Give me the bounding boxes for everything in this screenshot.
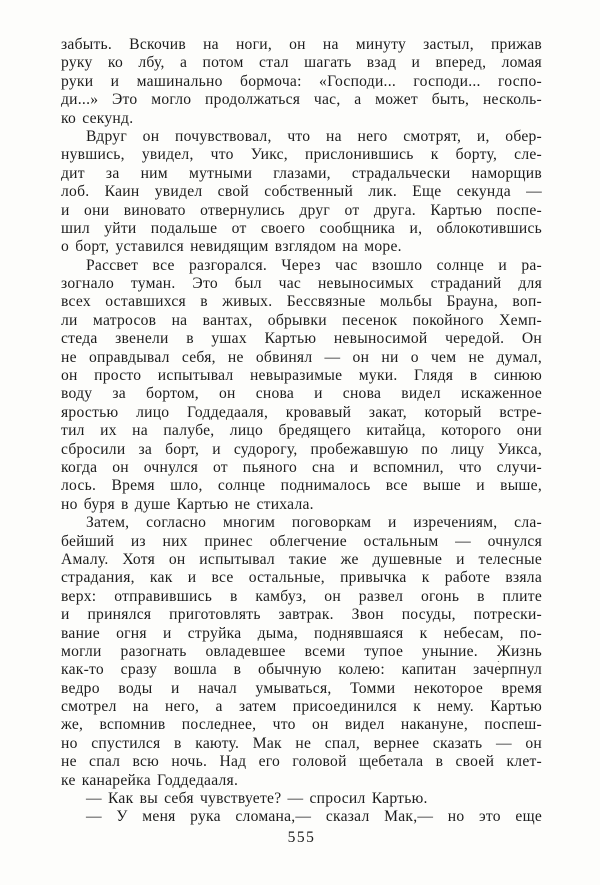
page-number: 555 (287, 829, 316, 846)
text-line: тил их на палубе, лицо бредящего китайца, которого они (61, 422, 542, 440)
text-line: нувшись, увидел, что Уикс, прислонившись к борту, сле- (61, 146, 542, 164)
text-line: руку ко лбу, а потом стал шагать взад и вперед, ломая (61, 54, 542, 72)
text-line: о борт, уставился невидящим взглядом на море. (61, 238, 402, 256)
text-line: зогнало туман. Это был час невыносимых страданий для (61, 275, 542, 293)
text-line: страдания, как и все остальные, привычка к работе взяла (61, 569, 542, 587)
text-line: но буря в душе Картью не стихала. (61, 495, 314, 513)
text-line: ди...» Это могло продолжаться час, а может быть, несколь- (61, 91, 542, 109)
text-line: лось. Время шло, солнце поднималось все выше и выше, (61, 477, 542, 495)
text-line: когда он очнулся от пьяного сна и вспомнил, что случи- (61, 458, 542, 476)
text-line: не оправдывал себя, не обвинял — он ни о чем не думал, (61, 348, 542, 366)
text-line: могли разогнать овладевшее всеми тупое уныние. Жизнь (61, 642, 542, 660)
text-line: — У меня рука сломана,— сказал Мак,— но это еще (86, 808, 542, 826)
text-line: лоб. Каин увидел свой собственный лик. Еще секунда — (61, 183, 542, 201)
text-line: ли матросов на вантах, обрывки песенок покойного Хемп- (61, 311, 542, 329)
text-line: Амалу. Хотя он испытывал такие же душевные и телесные (61, 550, 542, 568)
text-line: Затем, согласно многим поговоркам и изречениям, сла- (86, 514, 542, 532)
text-line: ке канарейка Годдедааля. (61, 771, 239, 789)
text-line: и принялся приготовлять завтрак. Звон посуды, потрески- (61, 606, 542, 624)
text-line: забыть. Вскочив на ноги, он на минуту застыл, прижав (61, 36, 542, 53)
text-line: стеда звенели в ушах Картью невыносимой чередой. Он (61, 330, 542, 348)
text-line: смотрел на него, а затем присоединился к нему. Картью (61, 698, 542, 716)
text-line: бейший из них принес облегчение остальным — очнулся (61, 532, 542, 550)
text-line: ведро воды и начал умываться, Томми некоторое время (61, 679, 542, 697)
text-line: яростью лицо Годдедааля, кровавый закат, который встре- (61, 403, 542, 421)
page-text (61, 36, 542, 827)
text-line: воду за бортом, он снова и снова видел искаженное (61, 385, 542, 403)
text-line: вание огня и струйка дыма, поднявшаяся к небесам, по- (61, 624, 542, 642)
text-line: — Как вы себя чувствуете? — спросил Картью. (86, 790, 428, 808)
text-line: он просто испытывал невыразимые муки. Глядя в синюю (61, 367, 542, 385)
text-line: сбросили за борт, и судорогу, пробежавшую по лицу Уикса, (61, 440, 542, 458)
text-line: ко секунд. (61, 109, 134, 127)
text-line: не спал всю ночь. Над его головой щебетала в своей клет- (61, 753, 542, 771)
text-line: Рассвет все разгорался. Через час взошло солнце и ра- (86, 256, 542, 274)
text-line: Вдруг он почувствовал, что на него смотрят, и, обер- (86, 127, 542, 145)
text-line: верх: отправившись в камбуз, он развел огонь в плите (61, 587, 542, 605)
text-line: как-то сразу вошла в обычную колею: капитан заче́рпнул (61, 661, 542, 679)
text-line: шил уйти подальше от своего сообщника и, облокотившись (61, 219, 542, 237)
text-line: всех оставшихся в живых. Бессвязные мольбы Брауна, воп- (61, 293, 542, 311)
text-line: но спустился в каюту. Мак не спал, вернее сказать — он (61, 734, 542, 752)
text-line: руки и машинально бормоча: «Господи... господи... госпо- (61, 72, 542, 90)
text-line: дит за ним мутными глазами, страдальчески наморщив (61, 164, 542, 182)
text-line: же, вспомнив последнее, что он видел накануне, поспеш- (61, 716, 542, 734)
text-line: и они виновато отвернулись друг от друга. Картью поспе- (61, 201, 542, 219)
